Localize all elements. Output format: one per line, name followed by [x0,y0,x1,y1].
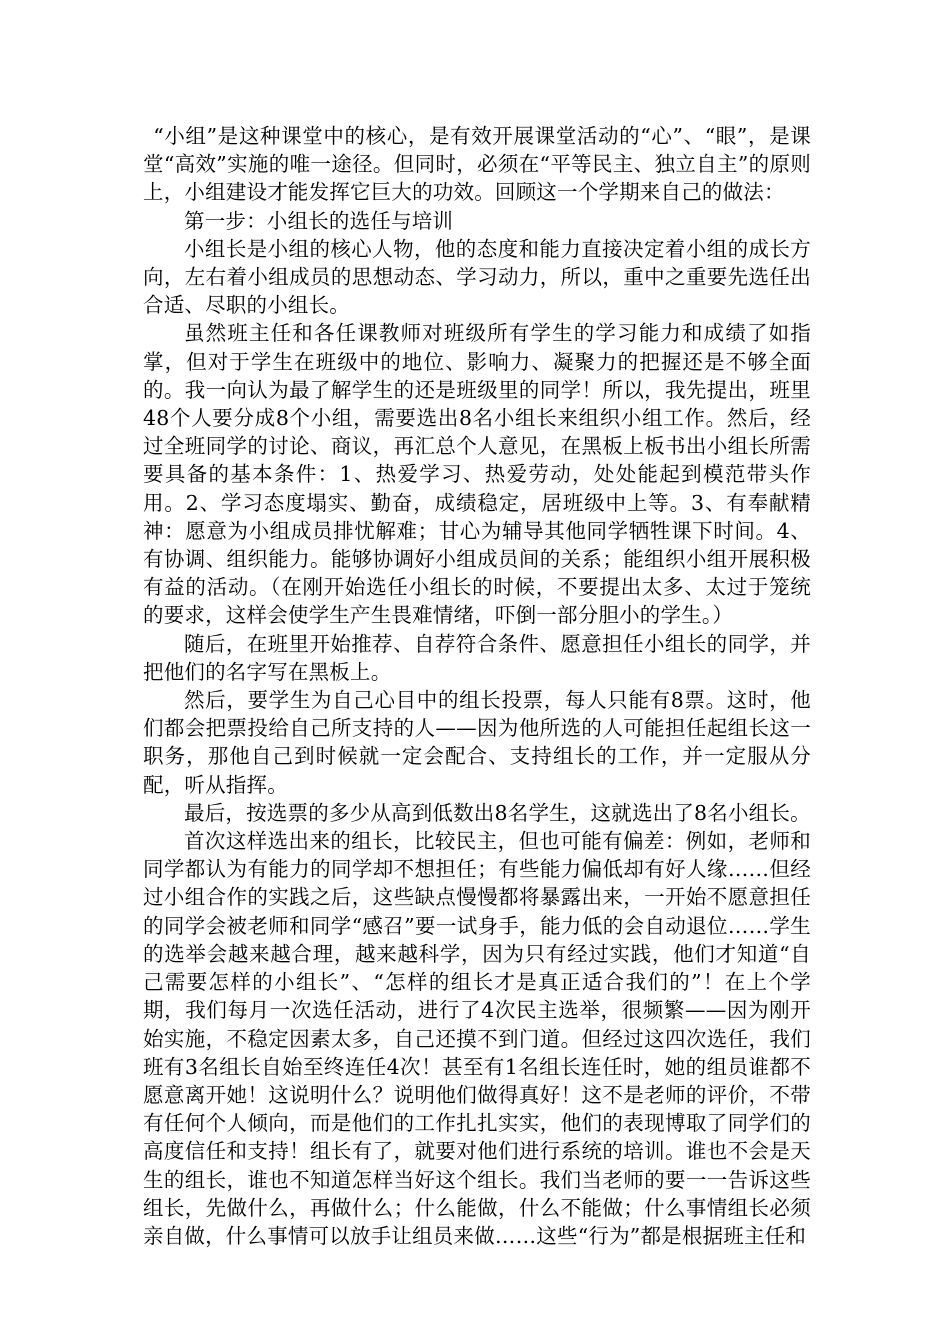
paragraph-selection: 最后，按选票的多少从高到低数出8名学生，这就选出了8名小组长。 [184,800,811,825]
paragraph-intro: “小组”是这种课堂中的核心，是有效开展课堂活动的“心”、“眼”，是课堂“高效”实施的唯一途径。但同时，必须在“平等民主、独立自主”的原则上，小组建设才能发挥它巨大的功效。回顾这一个学期来自己的做法： [143,124,811,205]
section-heading-step-one: 第一步：小组长的选任与培训 [184,208,454,233]
paragraph-voting: 然后，要学生为自己心目中的组长投票，每人只能有8票。这时，他们都会把票投给自己所支持的人——因为他所选的人可能担任起组长这一职务，那他自己到时候就一定会配合、支持组长的工作，并一定服从分配，听从指挥。 [143,688,811,797]
document-body [143,122,811,1250]
paragraph-reflection-training: 首次这样选出来的组长，比较民主，但也可能有偏差：例如，老师和同学都认为有能力的同学却不想担任；有些能力偏低却有好人缘……但经过小组合作的实践之后，这些缺点慢慢都将暴露出来，一开始不愿意担任的同学会被老师和同学“感召”要一试身手，能力低的会自动退位……学生的选举会越来越合理，越来越科学，因为只有经过实践，他们才知道“自己需要怎样的小组长”、“怎样的组长才是真正适合我们的”！在上个学期，我们每月一次选任活动，进行了4次民主选举，很频繁——因为刚开始实施，不稳定因素太多，自己还摸不到门道。但经过这四次选任，我们班有3名组长自始至终连任4次！甚至有1名组长连任时，她的组员谁都不愿意离开她！这说明什么？说明他们做得真好！这不是老师的评价，不带有任何个人倾向，而是他们的工作扎扎实实，他们的表现博取了同学们的高度信任和支持！组长有了，就要对他们进行系统的培训。谁也不会是天生的组长，谁也不知道怎样当好这个组长。我们当老师的要一一告诉这些组长，先做什么，再做什么；什么能做，什么不能做；什么事情组长必须亲自做，什么事情可以放手让组员来做……这些“行为”都是根据班主任和 [143,829,811,1248]
paragraph-leader-role: 小组长是小组的核心人物，他的态度和能力直接决定着小组的成长方向，左右着小组成员的思想动态、学习动力，所以，重中之重要先选任出合适、尽职的小组长。 [143,236,811,318]
paragraph-nomination: 随后，在班里开始推荐、自荐符合条件、愿意担任小组长的同学，并把他们的名字写在黑板上。 [143,631,811,684]
paragraph-leader-criteria: 虽然班主任和各任课教师对班级所有学生的学习能力和成绩了如指掌，但对于学生在班级中的地位、影响力、凝聚力的把握还是不够全面的。我一向认为最了解学生的还是班级里的同学！所以，我先提出，班里48个人要分成8个小组，需要选出8名小组长来组织小组工作。然后，经过全班同学的讨论、商议，再汇总个人意见，在黑板上板书出小组长所需要具备的基本条件：1、热爱学习、热爱劳动，处处能起到模范带头作用。2、学习态度塌实、勤奋，成绩稳定，居班级中上等。3、有奉献精神：愿意为小组成员排忧解难；甘心为辅导其他同学牺牲课下时间。4、有协调、组织能力。能够协调好小组成员间的关系；能组织小组开展积极有益的活动。（在刚开始选任小组长的时候，不要提出太多、太过于笼统的要求，这样会使学生产生畏难情绪，吓倒一部分胆小的学生。） [143,321,811,628]
